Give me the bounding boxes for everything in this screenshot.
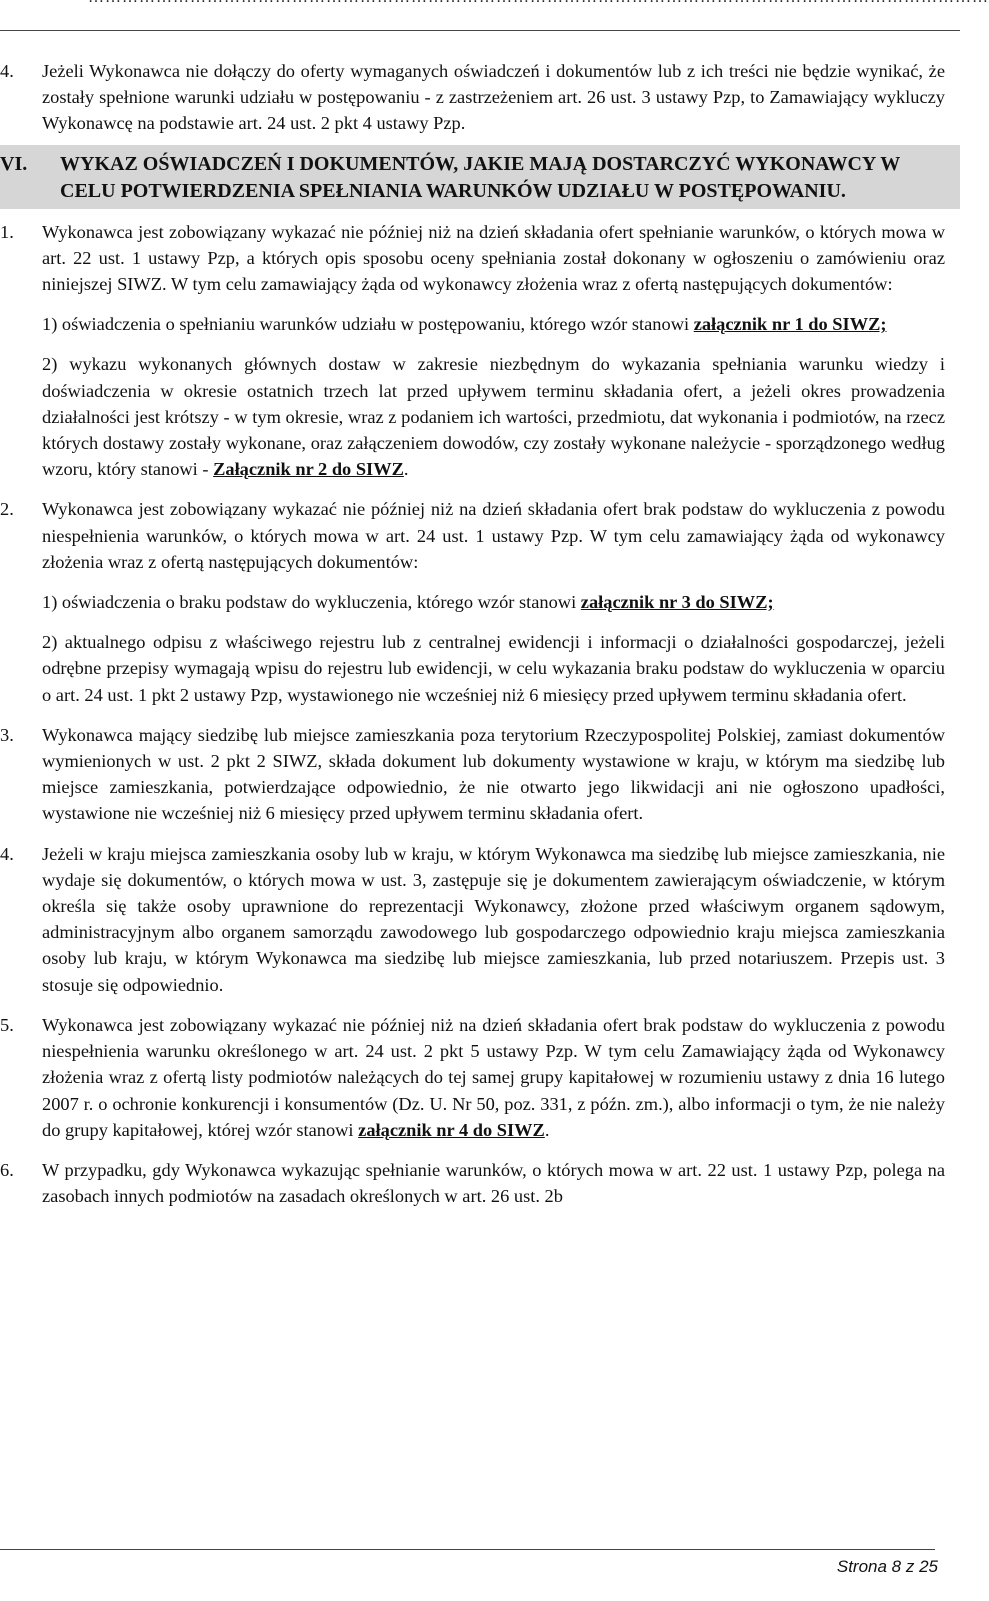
header-rule [0,30,960,31]
item-text: Wykonawca jest zobowiązany wykazać nie później niż na dzień składania ofert spełnianie warunków, o których mowa w art. 22 ust. 1 ustawy Pzp, a których opis sposobu oceny spełniania został dokonany w ogłoszeniu o zamówieniu oraz niniejszej SIWZ. W tym celu zamawiający żąda od wykonawcy złożenia wraz z ofertą następujących dokumentów: [42,221,945,295]
item-text: Jeżeli Wykonawca nie dołączy do oferty wymaganych oświadczeń i dokumentów lub z ich treści nie będzie wynikać, że zostały spełnione warunki udziału w postępowaniu - z zastrzeżeniem art. 26 ust. 3 ustawy Pzp, to Zamawiający wykluczy Wykonawcę na podstawie art. 24 ust. 2 pkt 4 ustawy Pzp. [42,61,945,134]
attachment-link: Załącznik nr 2 do SIWZ [213,459,404,480]
item-number: 2. [0,499,14,520]
sub-item-1-1 [0,311,960,337]
attachment-link: załącznik nr 1 do SIWZ; [693,314,887,335]
list-item-2 [0,496,960,575]
section-heading [0,145,960,209]
section-number: VI. [0,152,28,175]
item-end: . [544,1119,550,1140]
list-item-6 [0,1157,960,1209]
sub-item-1-2 [0,351,960,482]
list-item-1 [0,219,960,298]
list-item-5 [0,1012,960,1143]
sub-item-text: 2) aktualnego odpisu z właściwego rejestru lub z centralnej ewidencji i informacji o działalności gospodarczej, jeżeli odrębne przepisy wymagają wpisu do rejestru lub ewidencji, w celu wykazania braku podstaw do wykluczenia w oparciu o art. 24 ust. 1 pkt 2 ustawy Pzp, wystawionego nie wcześniej niż 6 miesięcy przed upływem terminu składania ofert. [42,632,945,705]
page-number: Strona 8 z 25 [836,1557,938,1576]
sub-item-text: 1) oświadczenia o braku podstaw do wykluczenia, którego wzór stanowi [42,592,581,613]
item-text: Wykonawca mający siedzibę lub miejsce zamieszkania poza terytorium Rzeczypospolitej Polskiej, zamiast dokumentów wymienionych w ust. 2 pkt 2 SIWZ, składa dokument lub dokumenty wystawione w kraju, w którym ma siedzibę lub miejsce zamieszkania, potwierdzające odpowiednio, że nie otwarto jego likwidacji ani nie ogłoszono upadłości, wystawione nie wcześniej niż 6 miesięcy przed upływem terminu składania ofert. [42,724,945,824]
attachment-link: załącznik nr 4 do SIWZ [358,1119,545,1140]
list-item-3 [0,722,960,827]
item-text: Wykonawca jest zobowiązany wykazać nie później niż na dzień składania ofert brak podstaw do wykluczenia z powodu niespełnienia warunków, o których mowa w art. 24 ust. 1 ustawy Pzp. W tym celu zamawiający żąda od wykonawcy złożenia wraz z ofertą następujących dokumentów: [42,499,945,572]
sub-item-2-1 [0,589,960,615]
attachment-link: załącznik nr 3 do SIWZ; [580,592,774,613]
footer-rule [0,1549,935,1550]
header-dots [88,0,868,6]
item-number: 4. [0,843,14,864]
document-body [0,58,960,1209]
item-text: W przypadku, gdy Wykonawca wykazując spełnianie warunków, o których mowa w art. 22 ust. 1 ustawy Pzp, polega na zasobach innych podmiotów na zasadach określonych w art. 26 ust. 2b [42,1159,945,1207]
sub-item-text: 1) oświadczenia o spełnianiu warunków udziału w postępowaniu, którego wzór stanowi [42,314,694,335]
item-number: 3. [0,724,14,745]
sub-item-text: 2) wykazu wykonanych głównych dostaw w zakresie niezbędnym do wykazania spełniania warunku wiedzy i doświadczenia w okresie ostatnich trzech lat przed upływem terminu składania ofert, a jeżeli okres prowadzenia działalności jest krótszy - w tym okresie, wraz z podaniem ich wartości, przedmiotu, dat wykonania i podmiotów, na rzecz których dostawy zostały wykonane, oraz załączeniem dowodów, czy zostały wykonane należycie - sporządzonego według wzoru, który stanowi - [42,354,945,480]
item-number: 6. [0,1159,14,1180]
item-text: Jeżeli w kraju miejsca zamieszkania osoby lub w kraju, w którym Wykonawca ma siedzibę lub miejsce zamieszkania, nie wydaje się dokumentów, o których mowa w ust. 3, zastępuje się je dokumentem zawierającym oświadczenie, w którym określa się także osoby uprawnione do reprezentacji Wykonawcy, złożone przed właściwym organem sądowym, administracyjnym albo organem samorządu zawodowego lub gospodarczego odpowiednio kraju miejsca zamieszkania osoby lub kraju, w którym Wykonawca ma siedzibę lub miejsce zamieszkania, lub przed notariuszem. Przepis ust. 3 stosuje się odpowiednio. [42,843,945,995]
item-number: 4. [0,61,14,81]
intro-item-4 [0,58,960,137]
sub-item-2-2 [0,629,960,708]
item-number: 5. [0,1014,14,1035]
item-text: Wykonawca jest zobowiązany wykazać nie później niż na dzień składania ofert brak podstaw do wykluczenia z powodu niespełnienia warunku określonego w art. 24 ust. 2 pkt 5 ustawy Pzp. W tym celu Zamawiający żąda od Wykonawcy złożenia wraz z ofertą listy podmiotów należących do tej samej grupy kapitałowej w rozumieniu ustawy z dnia 16 lutego 2007 r. o ochronie konkurencji i konsumentów (Dz. U. Nr 50, poz. 331, z późn. zm.), albo informacji o tym, że nie należy do grupy kapitałowej, której wzór stanowi [42,1014,945,1140]
list-item-4 [0,841,960,998]
item-number: 1. [0,221,14,242]
sub-item-end: . [403,459,409,480]
section-title: WYKAZ OŚWIADCZEŃ I DOKUMENTÓW, JAKIE MAJĄ DOSTARCZYĆ WYKONAWCY W CELU POTWIERDZENIA SPEŁNIANIA WARUNKÓW UDZIAŁU W POSTĘPOWANIU. [60,152,900,202]
